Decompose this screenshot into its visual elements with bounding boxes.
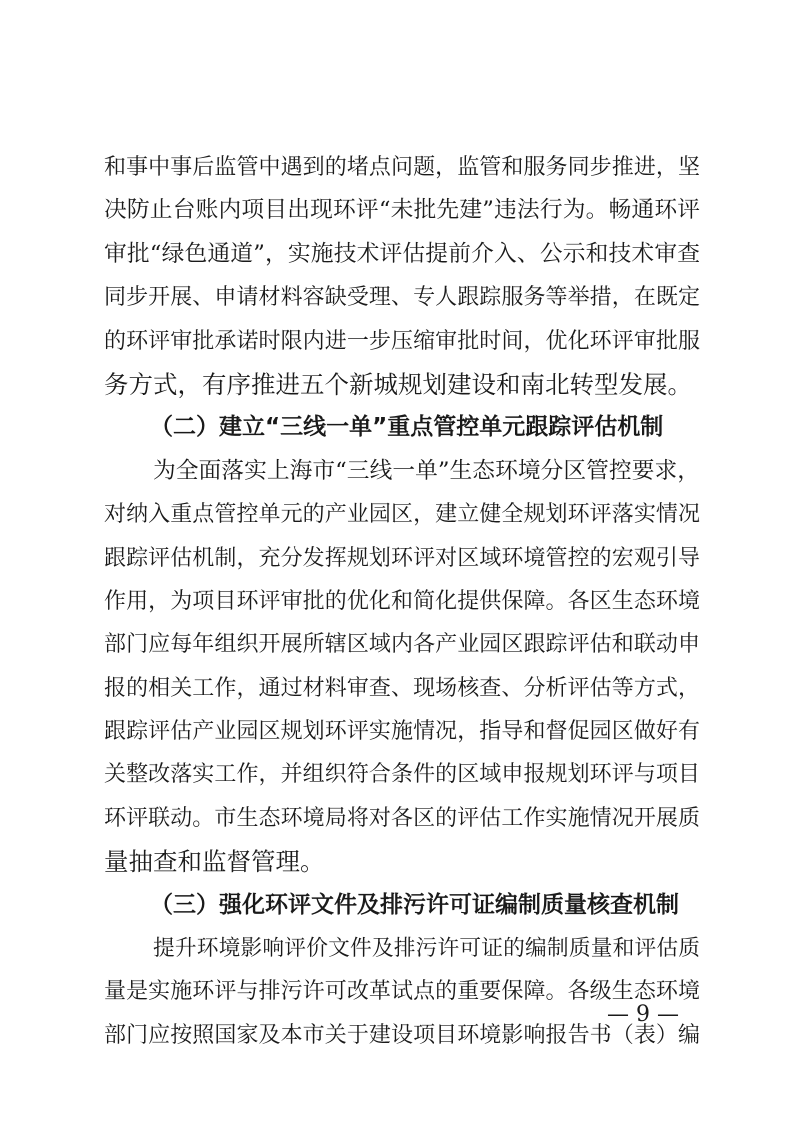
page-number: — 9 —	[607, 1002, 679, 1027]
text-line: 量抽查和监督管理。	[104, 847, 325, 877]
text-line: 的环评审批承诺时限内进一步压缩审批时间，优化环评审批服	[104, 328, 700, 354]
paragraph	[104, 450, 700, 884]
section-heading: （二）建立“三线一单”重点管控单元跟踪评估机制	[150, 414, 664, 441]
paragraph	[104, 146, 700, 406]
text-line: 对纳入重点管控单元的产业园区，建立健全规划环评落实情况	[104, 502, 700, 528]
text-line: 关整改落实工作，并组织符合条件的区域申报规划环评与项目	[104, 762, 700, 788]
text-line: 和事中事后监管中遇到的堵点问题，监管和服务同步推进，坚	[104, 155, 700, 180]
text-line: 同步开展、申请材料容缺受理、专人跟踪服务等举措，在既定	[104, 285, 700, 311]
text-line: 提升环境影响评价文件及排污许可证的编制质量和评估质	[153, 936, 700, 962]
text-line: 量是实施环评与排污许可改革试点的重要保障。各级生态环境	[104, 979, 700, 1005]
text-line: 跟踪评估产业园区规划环评实施情况，指导和督促园区做好有	[104, 719, 700, 745]
text-line: 报的相关工作，通过材料审查、现场核查、分析评估等方式，	[104, 675, 700, 701]
text-line: 审批“绿色通道”，实施技术评估提前介入、公示和技术审查	[104, 240, 700, 267]
text-line: 务方式，有序推进五个新城规划建设和南北转型发展。	[104, 369, 692, 399]
text-line: 决防止台账内项目出现环评“未批先建”违法行为。畅通环评	[104, 197, 700, 224]
text-line: 部门应按照国家及本市关于建设项目环境影响报告书（表）编	[104, 1022, 700, 1048]
text-line: 环评联动。市生态环境局将对各区的评估工作实施情况开展质	[104, 805, 700, 831]
text-line: 为全面落实上海市“三线一单”生态环境分区管控要求，	[153, 457, 700, 484]
section-heading: （三）强化环评文件及排污许可证编制质量核查机制	[150, 891, 679, 918]
text-line: 作用，为项目环评审批的优化和简化提供保障。各区生态环境	[104, 588, 700, 614]
body-text	[104, 146, 700, 1057]
text-line: 部门应每年组织开展所辖区域内各产业园区跟踪评估和联动申	[104, 632, 700, 658]
text-line: 跟踪评估机制，充分发挥规划环评对区域环境管控的宏观引导	[104, 545, 700, 571]
paragraph	[104, 927, 700, 1057]
